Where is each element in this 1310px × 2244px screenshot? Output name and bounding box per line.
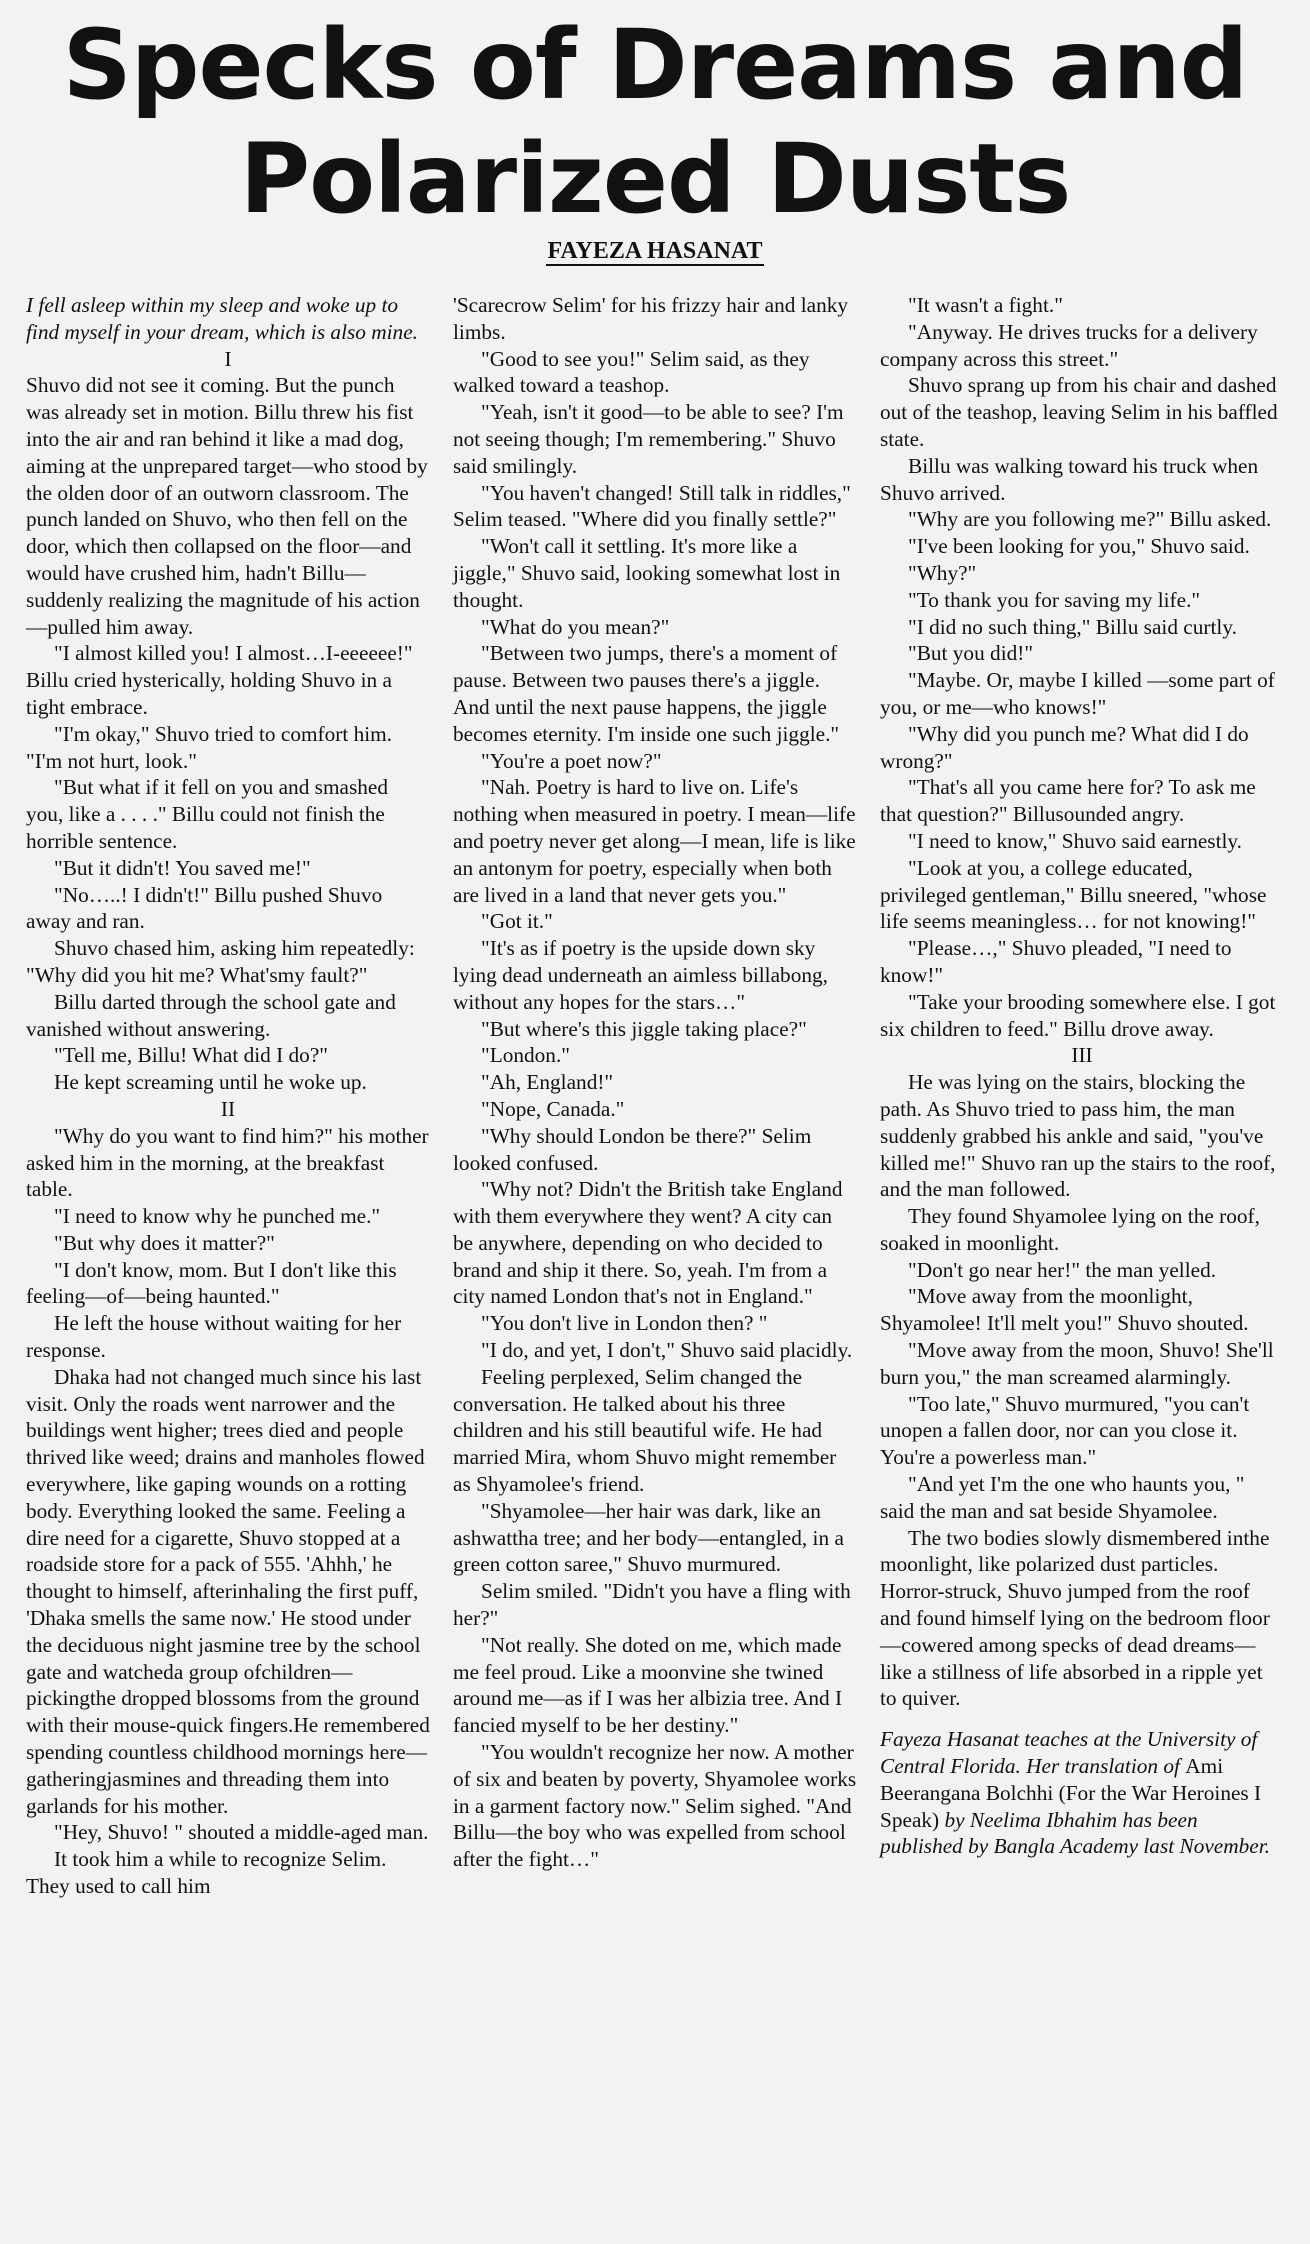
paragraph: "Ah, England!" (481, 1070, 614, 1095)
author-credit (880, 1726, 1284, 1860)
paragraph: "No…..! I didn't!" Billu pushed Shuvo away and ran. (26, 882, 383, 934)
paragraph: "London." (481, 1043, 570, 1068)
paragraph: "Won't call it settling. It's more like a jiggle," Shuvo said, looking somewhat lost in thought. (453, 534, 841, 612)
paragraph: "Why?" (908, 560, 977, 585)
paragraph: The two bodies slowly dismembered inthe moonlight, like polarized dust particles. Horror-struck, Shuvo jumped from the roof and found himself lying on the bedroom floor—cowered among specks of dead dreams—like a stillness of life absorbed in a ripple yet to quiver. (880, 1525, 1270, 1711)
paragraph: "Take your brooding somewhere else. I got six children to feed." Billu drove away. (880, 989, 1276, 1041)
section-number: II (220, 1096, 236, 1121)
paragraph: "Why do you want to find him?" his mother asked him in the morning, at the breakfast table. (26, 1123, 429, 1202)
paragraph: "Why not? Didn't the British take England with them everywhere they went? A city can be anywhere, depending on who decided to brand and ship it there. So, yeah. I'm from a city named London that's not in England." (453, 1177, 843, 1309)
paragraph: "I've been looking for you," Shuvo said. (908, 534, 1250, 559)
column-3 (880, 292, 1284, 1900)
paragraph: Billu darted through the school gate and vanished without answering. (26, 989, 396, 1041)
section-number: III (1071, 1043, 1093, 1068)
paragraph: "But what if it fell on you and smashed you, like a . . . ." Billu could not finish the horrible sentence. (26, 775, 389, 853)
paragraph: "It wasn't a fight." (908, 293, 1063, 317)
paragraph: "That's all you came here for? To ask me that question?" Billusounded angry. (880, 775, 1256, 827)
epigraph: I fell asleep within my sleep and woke up to find myself in your dream, which is also mine. (26, 293, 418, 344)
paragraph: "Tell me, Billu! What did I do?" (54, 1043, 328, 1068)
paragraph: "To thank you for saving my life." (908, 587, 1201, 612)
paragraph: "You haven't changed! Still talk in riddles," Selim teased. "Where did you finally settle?" (453, 480, 851, 532)
byline-author: FAYEZA HASANAT (547, 238, 763, 264)
paragraph: "I need to know," Shuvo said earnestly. (908, 828, 1243, 853)
paragraph: Shuvo sprang up from his chair and dashed out of the teashop, leaving Selim in his baffled state. (880, 373, 1278, 451)
paragraph: "Why should London be there?" Selim looked confused. (453, 1123, 812, 1175)
paragraph: "I'm okay," Shuvo tried to comfort him. "I'm not hurt, look." (26, 721, 393, 773)
paragraph: "Nope, Canada." (481, 1096, 625, 1121)
paragraph: They found Shyamolee lying on the roof, soaked in moonlight. (880, 1204, 1260, 1255)
paragraph: "Move away from the moon, Shuvo! She'll burn you," the man screamed alarmingly. (880, 1338, 1274, 1389)
paragraph: Feeling perplexed, Selim changed the conversation. He talked about his three children and his still beautiful wife. He had married Mira, whom Shuvo might remember as Shyamolee's friend. (453, 1364, 837, 1497)
paragraph: "But you did!" (908, 641, 1034, 666)
paragraph: "But it didn't! You saved me!" (54, 855, 311, 880)
paragraph: "It's as if poetry is the upside down sky lying dead underneath an aimless billabong, without any hopes for the stars…" (453, 936, 828, 1014)
paragraph: "I need to know why he punched me." (54, 1204, 381, 1229)
paragraph: "You don't live in London then? " (481, 1311, 768, 1336)
column-2 (453, 292, 857, 1900)
byline (26, 238, 1284, 274)
paragraph: 'Scarecrow Selim' for his frizzy hair and lanky limbs. (453, 293, 849, 344)
paragraph: Shuvo chased him, asking him repeatedly: "Why did you hit me? What'smy fault?" (26, 936, 415, 987)
paragraph: "But why does it matter?" (54, 1230, 275, 1255)
paragraph: "Nah. Poetry is hard to live on. Life's nothing when measured in poetry. I mean—life and poetry never get along—I mean, life is like an antonym for poetry, especially when both are lived in a land that never gets you." (453, 775, 856, 907)
paragraph: "I did no such thing," Billu said curtly. (908, 614, 1237, 639)
paragraph: He was lying on the stairs, blocking the path. As Shuvo tried to pass him, the man suddenly grabbed his ankle and said, "you've killed me!" Shuvo ran up the stairs to the roof, and the man followed. (880, 1070, 1276, 1202)
paragraph: "I don't know, mom. But I don't like this feeling—of—being haunted." (26, 1257, 397, 1309)
paragraph: "Anyway. He drives trucks for a delivery company across this street." (880, 319, 1258, 371)
paragraph: "Between two jumps, there's a moment of pause. Between two pauses there's a jiggle. And until the next pause happens, the jiggle becomes eternity. I'm inside one such jiggle." (453, 641, 840, 746)
paragraph: "Hey, Shuvo! " shouted a middle-aged man. (54, 1820, 429, 1845)
column-1 (26, 292, 430, 1900)
credit-part3: (For the War Heroines I Speak) (880, 1780, 1262, 1832)
paragraph: Dhaka had not changed much since his last visit. Only the roads went narrower and the buildings went higher; trees died and people thrived like weed; drains and manholes flowed everywhere, like gaping wounds on a rotting body. Everything looked the same. Feeling a dire need for a cigarette, Shuvo stopped at a roadside store for a pack of 555. 'Ahhh,' he thought to himself, afterinhaling the first puff, 'Dhaka smells the same now.' He stood under the deciduous night jasmine tree by the school gate and watcheda group ofchildren—pickingthe dropped blossoms from the ground with their mouse-quick fingers.He remembered spending countless childhood mornings here—gatheringjasmines and threading them into garlands for his mother. (26, 1364, 430, 1818)
paragraph: "But where's this jiggle taking place?" (481, 1016, 807, 1041)
paragraph: "You're a poet now?" (481, 748, 662, 773)
paragraph: "Why are you following me?" Billu asked. (908, 507, 1272, 532)
paragraph: "Not really. She doted on me, which made me feel proud. Like a moonvine she twined around me—as if I was her albizia tree. And I fancied myself to be her destiny." (453, 1632, 843, 1738)
credit-part1: Fayeza Hasanat teaches at the University of Central Florida. Her translation of (880, 1727, 1258, 1779)
credit-part2: Ami Beerangana Bolchhi (880, 1754, 1224, 1805)
paragraph: "Got it." (481, 909, 553, 934)
paragraph: "I almost killed you! I almost…I-eeeeee!" Billu cried hysterically, holding Shuvo in a tight embrace. (26, 641, 413, 719)
headline-line-2: Polarized Dusts (239, 123, 1071, 235)
paragraph: Shuvo did not see it coming. But the punch was already set in motion. Billu threw his fist into the air and ran behind it like a mad dog, aiming at the unprepared target—who stood by the olden door of an outworn classroom. The punch landed on Shuvo, who then fell on the door, which then collapsed on the floor—and would have crushed him, hadn't Billu—suddenly realizing the magnitude of his action—pulled him away. (26, 373, 428, 639)
paragraph: Billu was walking toward his truck when Shuvo arrived. (880, 453, 1259, 505)
article-headline (26, 0, 1284, 236)
section-number: I (224, 346, 232, 371)
paragraph: "I do, and yet, I don't," Shuvo said placidly. (481, 1338, 853, 1363)
paragraph: "Yeah, isn't it good—to be able to see? I'm not seeing though; I'm remembering." Shuvo said smilingly. (453, 400, 844, 478)
paragraph: "Look at you, a college educated, privileged gentleman," Billu sneered, "whose life seems meaningless… for not knowing!" (880, 855, 1267, 934)
paragraph: "You wouldn't recognize her now. A mother of six and beaten by poverty, Shyamolee works in a garment factory now." Selim sighed. "And Billu—the boy who was expelled from school after the fight…" (453, 1740, 857, 1872)
paragraph: "Please…," Shuvo pleaded, "I need to know!" (880, 936, 1232, 987)
headline-line-1: Specks of Dreams and (62, 9, 1248, 121)
paragraph: Selim smiled. "Didn't you have a fling with her?" (453, 1579, 851, 1631)
paragraph: He left the house without waiting for her response. (26, 1311, 402, 1363)
credit-part4: by Neelima Ibhahim has been published by Bangla Academy last November. (880, 1807, 1270, 1859)
paragraph: It took him a while to recognize Selim. They used to call him (26, 1847, 387, 1899)
paragraph: "Too late," Shuvo murmured, "you can't unopen a fallen door, nor can you close it. You're a powerless man." (880, 1391, 1250, 1470)
paragraph: "Maybe. Or, maybe I killed —some part of you, or me—who knows!" (880, 668, 1275, 719)
paragraph: "Why did you punch me? What did I do wrong?" (880, 721, 1249, 773)
paragraph: "Shyamolee—her hair was dark, like an ashwattha tree; and her body—entangled, in a green cotton saree," Shuvo murmured. (453, 1498, 844, 1577)
paragraph: "Good to see you!" Selim said, as they walked toward a teashop. (453, 346, 810, 398)
paragraph: "Move away from the moonlight, Shyamolee! It'll melt you!" Shuvo shouted. (880, 1284, 1249, 1336)
paragraph: He kept screaming until he woke up. (54, 1070, 367, 1095)
paragraph: "What do you mean?" (481, 614, 670, 639)
paragraph: "And yet I'm the one who haunts you, " said the man and sat beside Shyamolee. (880, 1472, 1245, 1523)
article-columns (26, 292, 1284, 1900)
paragraph: "Don't go near her!" the man yelled. (908, 1257, 1217, 1282)
